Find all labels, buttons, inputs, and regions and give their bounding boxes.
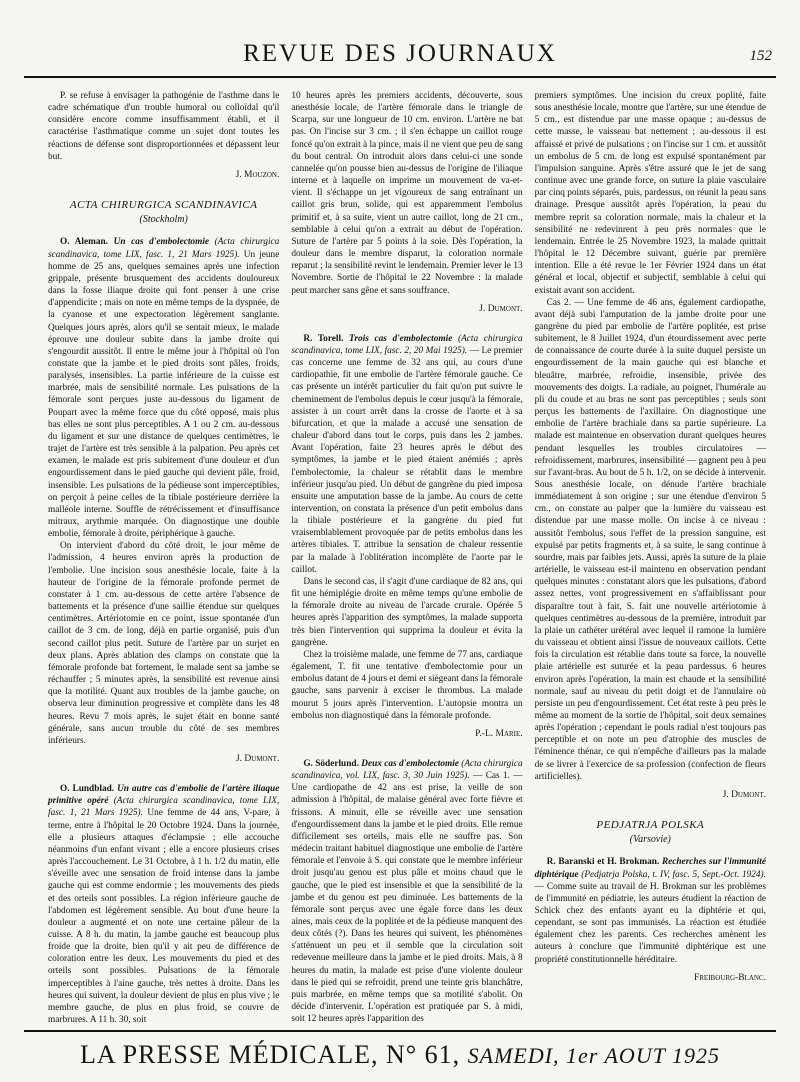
article-title: Trois cas d'embolectomie bbox=[349, 333, 453, 344]
article-body: — Comme suite au travail de H. Brokman sur les problèmes de l'immunité en pédiatrie, les auteurs étudient la réaction de Schick chez des enfants ayant eu la diphtérie et qui, cependant, se sont pas immunisés. La réaction est étudiée également chez les parents. Ces recherches amènent les auteurs à conclure que l'immunité diphtérique est une propriété constitutionnelle héréditaire. bbox=[534, 881, 766, 965]
article-title: Un autre cas d'embolie de l'artère iliaque primitive opéré bbox=[48, 784, 280, 807]
signature: J. Dumont. bbox=[722, 789, 766, 800]
signature: P.-L. Marie. bbox=[475, 728, 523, 739]
column-1 bbox=[48, 90, 280, 1026]
paragraph: Dans le second cas, il s'agit d'une cardiaque de 82 ans, qui fit une hémiplégie droite en même temps qu'une embolie de la fémorale droite au niveau de l'arcade crurale. Opérée 5 heures après l'apparition des symptômes, la malade supporta très bien l'intervention qui supprima la douleur et évita la gangrène. bbox=[291, 576, 523, 648]
article-citation: (Pedjatrja Polska, t. IV, fasc. 5, Sept.-Oct. 1924). bbox=[581, 869, 766, 880]
article-aleman bbox=[48, 236, 279, 540]
article-citation: (Acta chirurgica scandinavica, tome LIX, fasc. 1, 21 Mars 1925). bbox=[48, 796, 280, 819]
paragraph: premiers symptômes. Une incision du creux poplité, faite sous anesthésie locale, montre que l'artère, sur une étendue de 5 cm., est distendue par une masse opaque ; au-dessus de cette masse, le vaisseau bat nettement ; au-dessous il est affaissé et privé de pulsations ; on l'incise sur 1 cm. et aussitôt un embolus de 5 cm. de long est expulsé spontanément par l'impulsion sanguine. Après s'être assuré que le jet de sang continue avec une grande force, on suture la plaie vasculaire par cinq points séparés, puis, pardessus, on réunit la peau sans drainage. Presque aussitôt après l'opération, la peau du membre reprit sa coloration normale, mais la chaleur et la sensibilité ne redevinrent à peu près normales que le lendemain. Entrée le 25 Novembre 1923, la malade quittait l'hôpital le 12 Décembre suivant, guérie par première intention. Elle a été revue le 1er Février 1924 dans un état général et local, objectif et subjectif, semblable à celui qui existait avant son accident. bbox=[534, 91, 766, 296]
paragraph: Cas 2. — Une femme de 46 ans, également cardiopathe, avant déjà subi l'amputation de la jambe droite pour une gangrène du pied par embolie de l'artère poplitée, est prise subitement, le 8 Juillet 1924, d'un étourdissement avec perte de connaissance de courte durée à la suite duquel persiste un engourdissement de la main gauche qui est blanche et bleuâtre, marbrée, refroidie, insensible, privée des mouvements des doigts. La radiale, au poignet, l'humérale au pli du coude et au bras ne sont pas perceptibles ; seuls sont perçus les battements de l'axillaire. On diagnostique une embolie de l'artère brachiale dans sa partie supérieure. La malade est maintenue en observation durant quelques heures pendant lesquelles les troubles circulatoires — refroidissement, marbrures, insensibilité — gagnent peu à peu sur l'avant-bras. Au bout de 5 h. 1/2, on se décide à intervenir. Sous anesthésie locale, on dénude l'artère brachiale immédiatement à son origine ; sur une étendue d'environ 5 cm., on constate au palper que la lumière du vaisseau est distendue par une masse molle. On incise à ce niveau : aussitôt l'embolus, sous l'effet de la pression sanguine, est expulsé par petits fragments et, à sa suite, le sang continue à sourdre, mais par faibles jets. Aussi, après la suture de la plaie artérielle, le vaisseau est-il maintenu en observation pendant quelques minutes : constatant alors que les pulsations, d'abord assez nettes, vont progressivement en s'affaiblissant pour disparaître tout à fait, S. fait une nouvelle artériotomie à quelques centimètres au-dessous de la première, introduit par la plaie un cathéter urétéral avec lequel il ramone la lumière du vaisseau et obtient ainsi l'issue de nouveaux caillots. Cette fois la circulation est rétablie dans toute sa force, la nouvelle plaie artérielle est suturée et la peau pardessus. 6 heures environ après l'opération, la main est chaude et la sensibilité normale, sauf au niveau du petit doigt et de l'annulaire où persiste un peu d'engourdissement. Cet état reste à peu près le même au moment de la sortie de l'hôpital, soit deux semaines après l'opération ; cependant le pouls radial n'est toujours pas perceptible et on note un peu d'atrophie des muscles de l'éminence thénar, ce qui n'empêche d'ailleurs pas la malade de se livrer à l'exercice de sa profession (confection de fleurs artificielles). bbox=[534, 297, 766, 782]
footer-date: SAMEDI, 1er AOUT 1925 bbox=[467, 1043, 721, 1068]
page-number: 152 bbox=[749, 48, 772, 64]
footer-journal: LA PRESSE MÉDICALE, N° 61, bbox=[79, 1040, 461, 1069]
page-header bbox=[24, 36, 776, 78]
article-author: G. Söderlund. bbox=[303, 758, 359, 769]
article-torell bbox=[291, 333, 522, 576]
article-soderlund bbox=[291, 758, 522, 1025]
article-title: Recherches sur l'immunité diphtérique bbox=[534, 857, 766, 880]
signature: J. Dumont. bbox=[479, 303, 523, 314]
column-3 bbox=[535, 90, 766, 1020]
article-author: R. Baranski et H. Brokman. bbox=[546, 857, 660, 868]
paragraph: P. se refuse à envisager la pathogénie de l'asthme dans le cadre schématique d'un trouble humoral ou colloïdal qu'il considère encore comme insuffisamment établi, et il caractérise l'asthmatique comme un sujet dont toutes les réactions de défense sont disproportionnées et dépassent leur but. bbox=[48, 91, 280, 162]
article-body: — Le premier cas concerne une femme de 32 ans qui, au cours d'une cardiopathie, fit une embolie de l'artère fémorale gauche. Ce cas présente un intérêt particulier du fait qu'on put suivre le cheminement de l'embolus depuis le cœur jusqu'à la fémorale, assister à un court arrêt dans la crosse de l'aorte et à sa bifurcation, et que la malade a accusé une sensation de chaleur d'abord dans tout le corps, puis dans les 2 jambes. Avant l'opération, faite 23 heures après le début des symptômes, la jambe et le pied étaient anémiés ; après l'embolectomie, la chaleur se rétablit dans le membre inférieur jusqu'au pied. Un début de gangrène du pied imposa ensuite une amputation basse de la jambe. Au cours de cette intervention, on constata la présence d'un petit embolus dans la tibiale postérieure et la gangrène du pied fut vraisemblablement provoquée par de petits embolus dans les artères tibiales. T. attribue la sensation de chaleur ressentie par la malade à l'oblitération incomplète de l'aorte par le caillot. bbox=[291, 345, 523, 575]
journal-place: (Varsovie) bbox=[629, 834, 671, 846]
signature: J. Mouzon. bbox=[235, 169, 280, 180]
article-body: Un jeune homme de 25 ans, quelques semaines après une infection grippale, présente brusquement des accidents douloureux dans la fosse iliaque droite qui font penser à une crise d'appendicite ; mais on note en même temps de la dyspnée, de la cyanose et une expectoration légèrement sanglante. Quelques jours après, alors qu'il se sentait mieux, le malade éprouve une douleur subite dans la jambe droite qui s'engourdit aussitôt. Il entre le même jour à l'hôpital où l'on constate que la jambe et le pied droits sont pâles, froids, paralysés, insensibles. La partie inférieure de la cuisse est marbrée, mais de sensibilité normale. Les pulsations de la fémorale sont perçues juste au-dessous du ligament de Poupart avec la même force que du côté opposé, mais plus bas elles ne sont plus perceptibles. A 1 ou 2 cm. au-dessous du ligament et sur une distance de quelques centimètres, le trajet de l'artère est très sensible à la palpation. Peu après cet examen, le malade est pris subitement d'une douleur et d'un engourdissement dans le pied gauche qui devient pâle, froid, insensible. Les pulsations de la pédieuse sont imperceptibles, on perçoit à peine celles de la tibiale postérieure derrière la malléole interne. Souffle de rétrécissement et d'insuffisance mitraux, arythmie marquée. On diagnostique une double embolie, fémorale à droite, périphérique à gauche. bbox=[48, 249, 280, 540]
article-title: Un cas d'embolectomie bbox=[113, 237, 210, 248]
paragraph: 10 heures après les premiers accidents, découverte, sous anesthésie locale, de l'artère fémorale dans le triangle de Scarpa, sur une longueur de 10 cm. environ. L'artère ne bat pas. On l'incise sur 3 cm. ; il s'en échappe un caillot rouge foncé qu'on extrait à la pince, mais il ne vient que peu de sang du bout central. On introduit alors dans celui-ci une sonde cannelée qu'on pousse bien au-dessus de l'origine de l'iliaque interne et à laquelle on imprime un mouvement de va-et-vient. Il s'échappe un jet vigoureux de sang entraînant un caillot gris brun, solide, qui est apparemment l'embolus primitif et, à sa suite, vient un autre caillot, long de 21 cm., semblable à celui qu'on a extrait au début de l'opération. Suture de l'artère par 5 points à la soie. Dès l'opération, la douleur dans le membre disparut, la coloration normale reparut ; la sensibilité revint le lendemain. Premier lever le 13 Novembre. Sortie de l'hôpital le 22 Novembre : la malade peut marcher sans gêne et sans souffrance. bbox=[291, 91, 523, 296]
article-body: Une femme de 44 ans, V-pare, à terme, entre à l'hôpital le 20 Octobre 1924. Dans la journée, elle a plusieurs attaques d'éclampsie ; elle accouche néanmoins d'un enfant vivant ; elle a encore plusieurs crises après l'accouchement. Le 31 Octobre, à 1 h. 1/2 du matin, elle s'éveille avec une sensation de froid intense dans la jambe gauche qui est comme endormie ; les mouvements des pieds et des orteils sont possibles. La région inférieure gauche de l'abdomen est légèrement sensible. Au bout d'une heure la douleur a augmenté et on note une certaine pâleur de la cuisse. A 8 h. du matin, la jambe gauche est beaucoup plus froide que la droite, bien qu'il y ait peu de différence de coloration entre les deux. Les mouvements du pied et des orteils sont possibles. Pulsations de la fémorale imperceptibles à l'aine gauche, très nettes à droite. Dans les heures qui suivent, la douleur devient de plus en plus vive ; le membre gauche, de plus en plus froid, se couvre de marbrures. A 11 h. 30, soit bbox=[48, 808, 280, 1026]
header-title: REVUE DES JOURNAUX bbox=[243, 40, 557, 67]
article-citation: (Acta chirurgica scandinavica, vol. LIX, fasc. 3, 30 Juin 1925). bbox=[291, 758, 523, 782]
article-body: — Cas 1. — Une cardiopathe de 42 ans est prise, la veille de son admission à l'hôpital, de malaise général avec forte fièvre et frissons. A minuit, elle se réveille avec une sensation d'engourdissement dans la jambe et le pied droits. Elle remue difficilement ses orteils, mais elle ne souffre pas. Son médecin traitant habituel diagnostique une embolie de l'artère fémorale et l'envoie à S. qui constate que le membre inférieur droit jusqu'au genou est plus pâle et moins chaud que le gauche, que le pied est insensible et que la sensibilité de la jambe et du genou est peu diminuée. Les battements de la fémorale sont perçus avec une égale force dans les deux aines, mais ceux de la poplitée et de la pédieuse manquent des deux côtés (?). Dans les heures qui suivent, les phénomènes s'atténuent un peu et il semble que la circulation soit redevenue meilleure dans la jambe et le pied droits. Mais, à 8 heures du matin, la malade est prise d'une violente douleur dans le pied qui se refroidit, prend une teinte gris blanchâtre, puis marbrée, en même temps que sa motilité s'abolit. On décide d'intervenir. L'opération est pratiquée par S. à midi, soit 12 heures après l'apparition des bbox=[291, 771, 523, 1025]
paragraph: On intervient d'abord du côté droit, le jour même de l'admission, 4 heures environ après la production de l'embolie. Une incision sous anesthésie locale, faite à la hauteur de l'origine de la fémorale profonde permet de constater à 1 cm. au-dessous de cette artère l'absence de battements et la présence d'une saillie étendue sur quelques centimètres. Artériotomie en ce point, issue spontanée d'un caillot de 3 cm. de long, déjà en partie organisé, puis d'un second caillot plus petit. Suture de l'artère par un surjet en deux plans. Après ablation des clamps on constate que la fémorale profonde bat fortement, le malade sent sa jambe se réchauffer ; 5 minutes après, la sensibilité est revenue ainsi que la motilité. Quant aux troubles de la jambe gauche, on observa leur diminution progressive et complète dans les 48 heures. Revu 7 mois après, le sujet était en bonne santé générale, sans aucun trouble du côté de ses membres inférieurs. bbox=[48, 541, 280, 746]
page-footer bbox=[24, 1030, 776, 1072]
paragraph: Chez la troisième malade, une femme de 77 ans, cardiaque également, T. fit une tentative d'embolectomie pour un embolus datant de 4 jours et demi et siégeant dans la fémorale gauche, sans parvenir à exciser le thrombus. La malade mourut 5 jours après l'intervention. L'autopsie montra un embolus non diagnostiqué dans la fémorale profonde. bbox=[291, 649, 523, 721]
signature: Freibourg-Blanc. bbox=[693, 972, 766, 983]
journal-title: PEDJATRJA POLSKA bbox=[596, 819, 705, 832]
footer-text bbox=[80, 1040, 720, 1070]
article-author: R. Torell. bbox=[303, 333, 344, 344]
article-citation: (Acta chirurgica scandinavica, tome LIX, fasc. 2, 20 Mai 1925). bbox=[291, 333, 523, 356]
article-columns bbox=[48, 90, 766, 1026]
column-2 bbox=[291, 90, 523, 1025]
article-author: O. Lundblad. bbox=[60, 784, 115, 795]
journal-title: ACTA CHIRURGICA SCANDINAVICA bbox=[69, 199, 258, 212]
article-lundblad bbox=[48, 783, 279, 1026]
journal-place: (Stockholm) bbox=[139, 214, 188, 226]
signature: J. Dumont. bbox=[235, 753, 280, 764]
article-citation: (Acta chirurgica scandinavica, tome LIX, fasc. 1, 21 Mars 1925). bbox=[48, 237, 280, 260]
article-baranski bbox=[535, 856, 766, 965]
article-author: O. Aleman. bbox=[60, 237, 108, 248]
article-title: Deux cas d'embolectomie bbox=[361, 758, 459, 769]
